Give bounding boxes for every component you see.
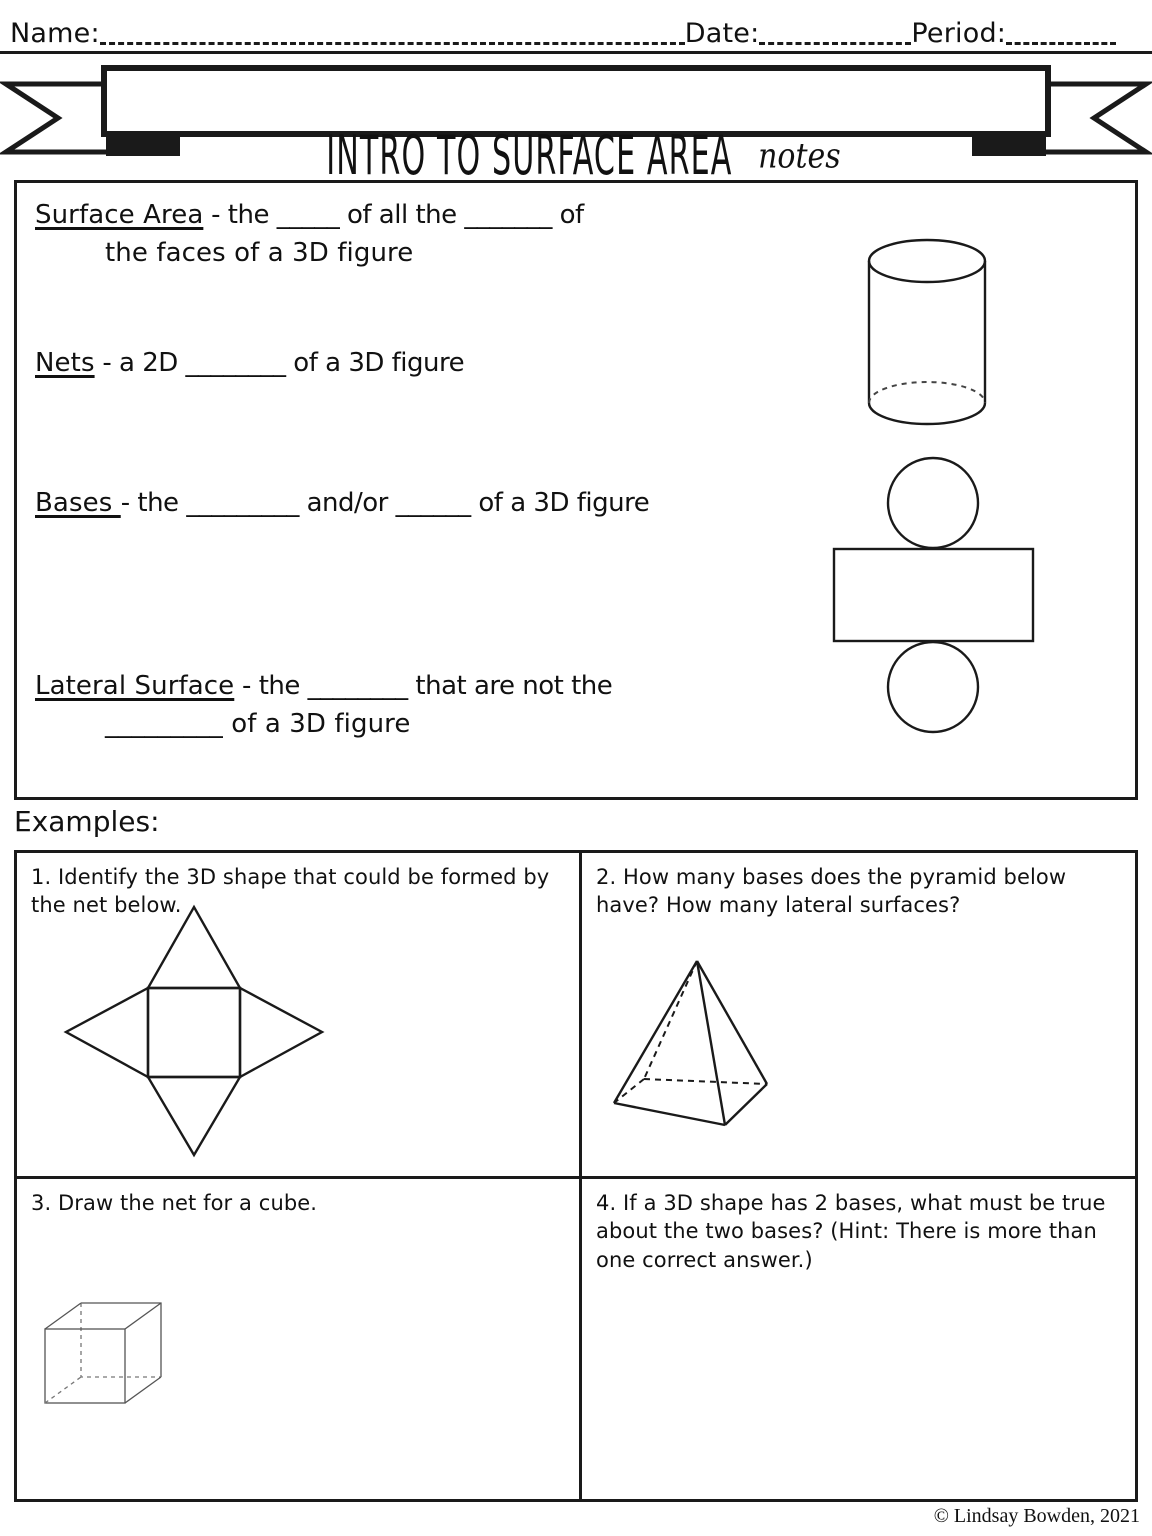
- definition-bases-text: - the _________ and/or ______ of a 3D figure: [120, 488, 650, 518]
- date-input-line[interactable]: [759, 25, 911, 45]
- date-label: Date:: [684, 18, 760, 49]
- name-input-line[interactable]: [100, 25, 685, 45]
- examples-section-label: Examples:: [14, 805, 160, 838]
- triangular-pyramid-icon: [592, 939, 822, 1149]
- example-4-question: 4. If a 3D shape has 2 bases, what must be true about the two bases? (Hint: There is more than one correct answer.): [596, 1191, 1106, 1272]
- banner-title-main: INTRO TO SURFACE AREA: [326, 125, 733, 187]
- banner-ribbon-graphic: [0, 56, 1152, 166]
- example-cell-4: [579, 1176, 1138, 1502]
- definition-nets-text: - a 2D ________ of a 3D figure: [94, 348, 465, 378]
- name-label: Name:: [10, 18, 100, 49]
- title-banner: [0, 56, 1152, 187]
- cylinder-net-icon: [834, 458, 1033, 732]
- term-lateral-surface: Lateral Surface: [35, 671, 235, 701]
- example-3-question: 3. Draw the net for a cube.: [31, 1191, 318, 1215]
- definition-lateral-surface-line2: _________ of a 3D figure: [105, 709, 411, 739]
- copyright-notice: © Lindsay Bowden, 2021: [933, 1505, 1140, 1527]
- banner-title-script: notes: [758, 135, 841, 177]
- student-info-header: [0, 0, 1152, 54]
- period-label: Period:: [911, 18, 1007, 49]
- cylinder-icon: [869, 240, 985, 424]
- definitions-figures: [17, 183, 1141, 803]
- definition-lateral-surface-text: - the ________ that are not the: [234, 671, 613, 701]
- example-1-question: 1. Identify the 3D shape that could be formed by the net below.: [31, 865, 550, 918]
- example-cell-2: [579, 853, 1138, 1176]
- examples-table: [14, 850, 1138, 1502]
- example-cell-1: [17, 853, 579, 1176]
- square-pyramid-net-icon: [47, 899, 337, 1159]
- definition-surface-area-text: - the _____ of all the _______ of: [203, 200, 584, 230]
- definition-surface-area-line2: the faces of a 3D figure: [105, 238, 414, 268]
- term-nets: Nets: [35, 348, 95, 378]
- definitions-box: [14, 180, 1138, 800]
- example-cell-3: [17, 1176, 579, 1502]
- term-surface-area: Surface Area: [35, 200, 204, 230]
- cube-icon: [27, 1289, 187, 1419]
- term-bases: Bases: [35, 488, 121, 518]
- example-2-question: 2. How many bases does the pyramid below have? How many lateral surfaces?: [596, 865, 1067, 918]
- period-input-line[interactable]: [1006, 25, 1116, 45]
